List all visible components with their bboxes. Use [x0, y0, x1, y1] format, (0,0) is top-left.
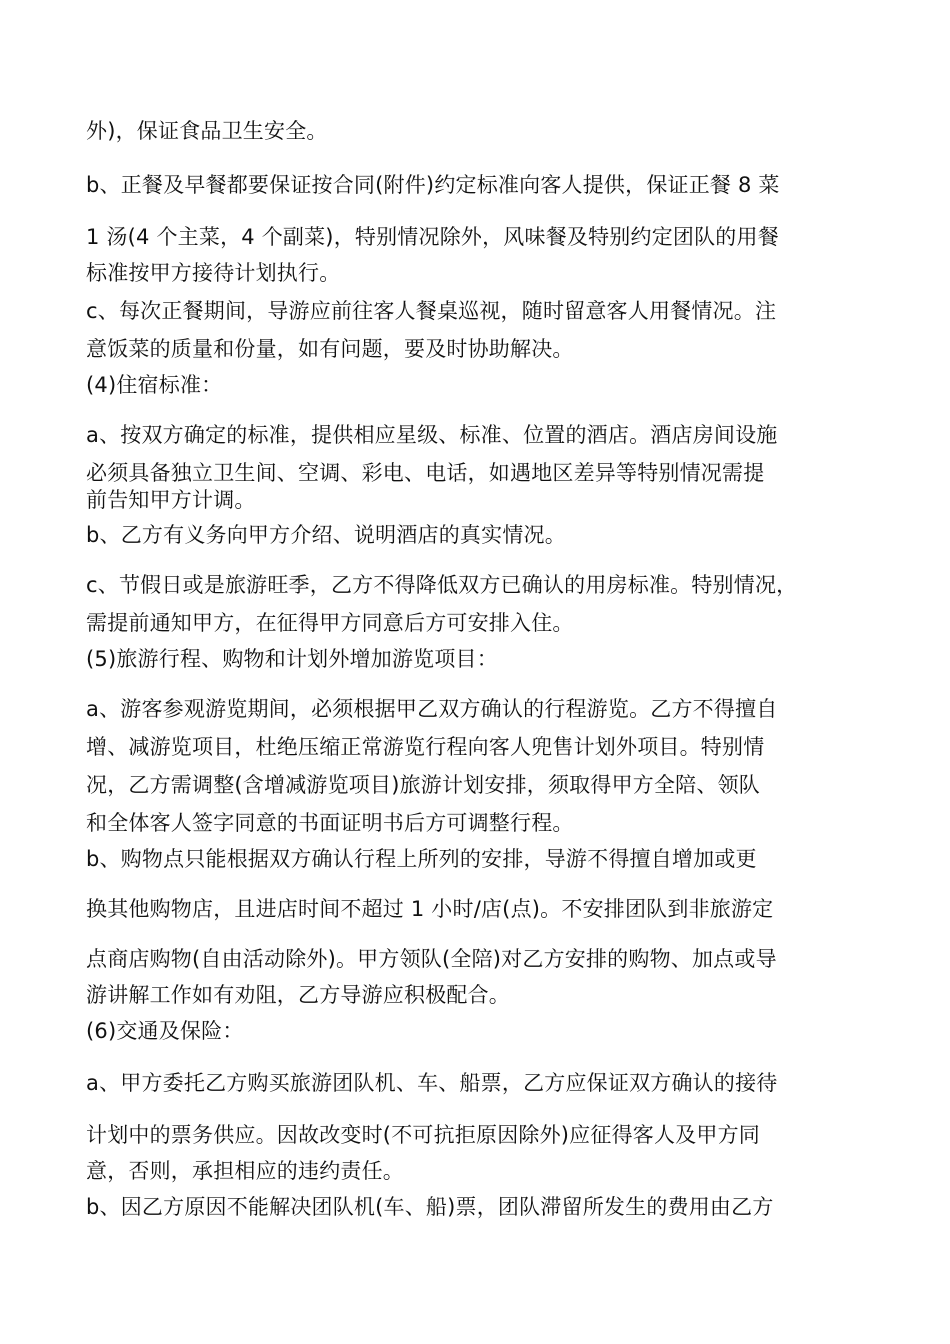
section-heading: (6)交通及保险：: [86, 1019, 244, 1043]
text-line: 外)，保证食品卫生安全。: [86, 119, 328, 143]
text-line: c、节假日或是旅游旺季，乙方不得降低双方已确认的用房标准。特别情况，: [86, 573, 798, 597]
text-line: b、购物点只能根据双方确认行程上所列的安排，导游不得擅自增加或更: [86, 847, 757, 871]
text-line: b、因乙方原因不能解决团队机(车、船)票，团队滞留所发生的费用由乙方: [86, 1195, 774, 1219]
text-line: 换其他购物店，且进店时间不超过 1 小时/店(点)。不安排团队到非旅游定: [86, 897, 774, 921]
text-line: b、乙方有义务向甲方介绍、说明酒店的真实情况。: [86, 523, 566, 547]
text-line: 1 汤(4 个主菜，4 个副菜)，特别情况除外，风味餐及特别约定团队的用餐: [86, 225, 779, 249]
text-line: 和全体客人签字同意的书面证明书后方可调整行程。: [86, 811, 574, 835]
text-line: 需提前通知甲方，在征得甲方同意后方可安排入住。: [86, 611, 574, 635]
section-heading: (4)住宿标准：: [86, 373, 223, 397]
text-line: b、正餐及早餐都要保证按合同(附件)约定标准向客人提供，保证正餐 8 菜: [86, 173, 780, 197]
text-line: 意饭菜的质量和份量，如有问题，要及时协助解决。: [86, 337, 574, 361]
text-line: 意，否则，承担相应的违约责任。: [86, 1159, 404, 1183]
text-line: a、甲方委托乙方购买旅游团队机、车、船票，乙方应保证双方确认的接待: [86, 1071, 778, 1095]
text-line: a、按双方确定的标准，提供相应星级、标准、位置的酒店。酒店房间设施: [86, 423, 778, 447]
text-line: 前告知甲方计调。: [86, 488, 256, 512]
text-line: 必须具备独立卫生间、空调、彩电、电话，如遇地区差异等特别情况需提: [86, 461, 765, 485]
text-line: a、游客参观游览期间，必须根据甲乙双方确认的行程游览。乙方不得擅自: [86, 697, 778, 721]
text-line: 况，乙方需调整(含增减游览项目)旅游计划安排，须取得甲方全陪、领队: [86, 773, 760, 797]
text-line: 游讲解工作如有劝阻，乙方导游应积极配合。: [86, 983, 510, 1007]
text-line: 点商店购物(自由活动除外)。甲方领队(全陪)对乙方安排的购物、加点或导: [86, 947, 777, 971]
text-line: 计划中的票务供应。因故改变时(不可抗拒原因除外)应征得客人及甲方同: [86, 1123, 760, 1147]
text-line: 标准按甲方接待计划执行。: [86, 261, 341, 285]
text-line: c、每次正餐期间，导游应前往客人餐桌巡视，随时留意客人用餐情况。注: [86, 299, 777, 323]
section-heading: (5)旅游行程、购物和计划外增加游览项目：: [86, 647, 498, 671]
text-line: 增、减游览项目，杜绝压缩正常游览行程向客人兜售计划外项目。特别情: [86, 735, 765, 759]
